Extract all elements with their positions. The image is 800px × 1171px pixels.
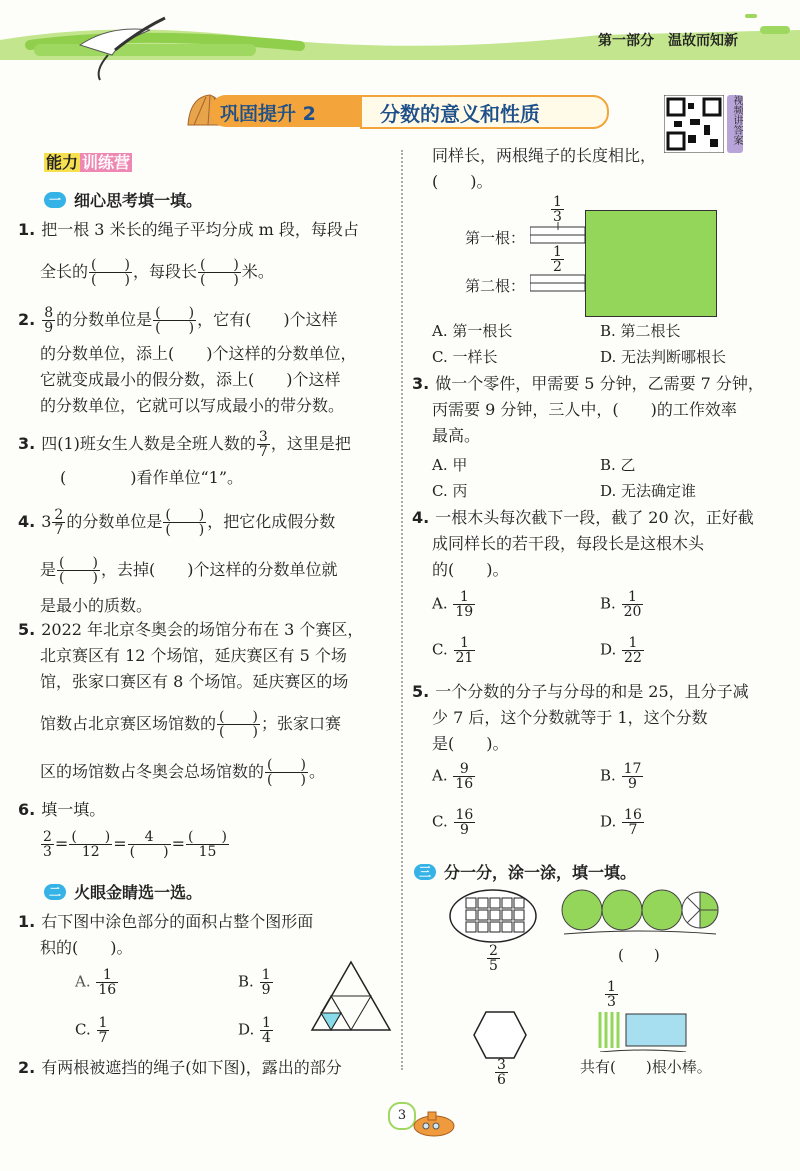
c1-option-c[interactable]: C. $\frac{1}{7}$ bbox=[75, 1015, 108, 1046]
c2-cont-line2: ( )。 bbox=[432, 172, 493, 191]
q4-line2: 是 ( ) ( ) ，去掉( )个这样的分数单位就 bbox=[40, 555, 338, 586]
q1-line2: 全长的 ( ) ( ) ，每段长 ( ) ( ) 米。 bbox=[40, 257, 274, 288]
c5-option-a[interactable]: A. $\frac{9}{16}$ bbox=[432, 761, 474, 792]
section-label-b: 训练营 bbox=[82, 153, 131, 172]
rope-2-fraction: $\frac{1}{2}$ bbox=[553, 244, 562, 275]
q1-line1: 1. 把一根 3 米长的绳子平均分成 m 段，每段占 bbox=[18, 220, 359, 239]
c2-option-d[interactable]: D. 无法判断哪根长 bbox=[600, 348, 727, 366]
rope-figure bbox=[460, 195, 720, 315]
rope-1-fraction: $\frac{1}{3}$ bbox=[553, 194, 562, 225]
q2-line3: 它就变成最小的假分数，添上( )个这样 bbox=[40, 370, 341, 389]
q5-line2: 北京赛区有 12 个场馆，延庆赛区有 5 个场 bbox=[40, 646, 347, 665]
c3-option-d[interactable]: D. 无法确定谁 bbox=[600, 482, 697, 500]
section-2-title: 二 火眼金睛选一选。 bbox=[44, 880, 202, 903]
c3-option-b[interactable]: B. 乙 bbox=[600, 456, 636, 474]
q5-line5: 区的场馆数占冬奥会总场馆数的 ( ) ( ) 。 bbox=[40, 757, 325, 788]
c1-option-d[interactable]: D. $\frac{1}{4}$ bbox=[238, 1015, 271, 1046]
c3-line2: 丙需要 9 分钟，三人中，( )的工作效率 bbox=[432, 400, 737, 419]
triangle-figure bbox=[310, 960, 392, 1032]
rope-cover-block bbox=[585, 210, 717, 317]
c4-option-a[interactable]: A. $\frac{1}{19}$ bbox=[432, 589, 474, 620]
section-1-badge: 一 bbox=[44, 192, 66, 208]
hexagon-figure bbox=[472, 1010, 528, 1060]
q5-line1: 5. 2022 年北京冬奥会的场馆分布在 3 个赛区， bbox=[18, 620, 364, 639]
c1-option-b[interactable]: B. $\frac{1}{9}$ bbox=[238, 967, 271, 998]
c4-line3: 的( )。 bbox=[432, 560, 509, 579]
page-number: 3 bbox=[388, 1102, 416, 1130]
hexagon-fraction: $\frac{3}{6}$ bbox=[497, 1057, 506, 1088]
qr-side-label: 视频讲答案 bbox=[727, 95, 743, 153]
section-3-title: 三 分一分，涂一涂，填一填。 bbox=[414, 860, 636, 883]
c5-line3: 是( )。 bbox=[432, 734, 509, 753]
circles-answer-blank[interactable]: ( ) bbox=[618, 946, 660, 964]
c4-line1: 4. 一根木头每次截下一段，截了 20 次，正好截 bbox=[412, 508, 754, 527]
c4-line2: 成同样长的若干段，每段长是这根木头 bbox=[432, 534, 705, 553]
section-2-badge: 二 bbox=[44, 884, 66, 900]
q5-line3: 馆，张家口赛区有 8 个场馆。延庆赛区的场 bbox=[40, 672, 349, 691]
submarine-icon bbox=[410, 1108, 460, 1138]
q4-line1: 4. 3 $\frac{2}{7}$ 的分数单位是 ( ) ( ) ，把它化成假分数 bbox=[18, 507, 336, 538]
c3-option-c[interactable]: C. 丙 bbox=[432, 482, 468, 500]
c4-option-d[interactable]: D. $\frac{1}{22}$ bbox=[600, 635, 642, 666]
q3-line1: 3. 四(1)班女生人数是全班人数的 $\frac{3}{7}$ ，这里是把 bbox=[18, 429, 351, 460]
c5-line2: 少 7 后，这个分数就等于 1，这个分数 bbox=[432, 708, 708, 727]
c2-option-b[interactable]: B. 第二根长 bbox=[600, 322, 681, 340]
c3-line3: 最高。 bbox=[432, 426, 481, 445]
c1-option-a[interactable]: A. $\frac{1}{16}$ bbox=[75, 967, 117, 998]
q6-title: 6. 填一填。 bbox=[18, 800, 106, 819]
sticks-figure bbox=[596, 1008, 691, 1052]
c1-line2: 积的( )。 bbox=[40, 938, 133, 957]
c5-option-c[interactable]: C. $\frac{16}{9}$ bbox=[432, 807, 474, 838]
q2-line2: 的分数单位，添上( )个这样的分数单位， bbox=[40, 344, 357, 363]
rope-1-label: 第一根： bbox=[465, 229, 526, 247]
c5-option-b[interactable]: B. $\frac{17}{9}$ bbox=[600, 761, 642, 792]
section-label bbox=[44, 150, 132, 173]
q3-line2: ( )看作单位“1”。 bbox=[60, 468, 244, 487]
q4-line3: 是最小的质数。 bbox=[40, 596, 153, 615]
c3-option-a[interactable]: A. 甲 bbox=[432, 456, 468, 474]
c4-option-b[interactable]: B. $\frac{1}{20}$ bbox=[600, 589, 642, 620]
q2-line1: 2. $\frac{8}{9}$ 的分数单位是 ( ) ( ) ，它有( )个这样 bbox=[18, 305, 338, 336]
banner-label: 巩固提升 2 bbox=[220, 103, 316, 125]
c2-line1: 2. 有两根被遮挡的绳子(如下图)，露出的部分 bbox=[18, 1058, 342, 1077]
column-divider bbox=[401, 150, 403, 1070]
c2-cont-line1: 同样长，两根绳子的长度相比， bbox=[432, 146, 657, 165]
oval-grid-figure bbox=[448, 888, 538, 944]
c1-line1: 1. 右下图中涂色部分的面积占整个图形面 bbox=[18, 912, 314, 931]
section-1-title: 一 细心思考填一填。 bbox=[44, 188, 202, 211]
banner-title: 分数的意义和性质 bbox=[380, 102, 540, 126]
c3-line1: 3. 做一个零件，甲需要 5 分钟，乙需要 7 分钟， bbox=[412, 374, 764, 393]
c5-option-d[interactable]: D. $\frac{16}{7}$ bbox=[600, 807, 642, 838]
header-section-title: 第一部分 温故而知新 bbox=[598, 33, 738, 49]
c5-line1: 5. 一个分数的分子与分母的和是 25，且分子减 bbox=[412, 682, 749, 701]
rope-2-label: 第二根： bbox=[465, 277, 526, 295]
q2-line4: 的分数单位，它就可以写成最小的带分数。 bbox=[40, 396, 345, 415]
sticks-question: 共有( )根小棒。 bbox=[580, 1058, 712, 1076]
c4-option-c[interactable]: C. $\frac{1}{21}$ bbox=[432, 635, 474, 666]
q5-line4: 馆数占北京赛区场馆数的 ( ) ( ) ；张家口赛 bbox=[40, 709, 341, 740]
circles-figure bbox=[560, 888, 720, 938]
c2-option-a[interactable]: A. 第一根长 bbox=[432, 322, 513, 340]
sticks-fraction: $\frac{1}{3}$ bbox=[607, 979, 616, 1010]
qr-code-icon[interactable] bbox=[664, 95, 724, 153]
c2-option-c[interactable]: C. 一样长 bbox=[432, 348, 498, 366]
q6-equation: $\frac{2}{3}$ = ( ) 12 = 4 ( ) = ( ) 15 bbox=[43, 829, 227, 860]
section-3-badge: 三 bbox=[414, 864, 436, 880]
section-label-a: 能力 bbox=[46, 153, 79, 172]
lesson-banner bbox=[190, 95, 605, 127]
oval-fraction: $\frac{2}{5}$ bbox=[489, 943, 498, 974]
